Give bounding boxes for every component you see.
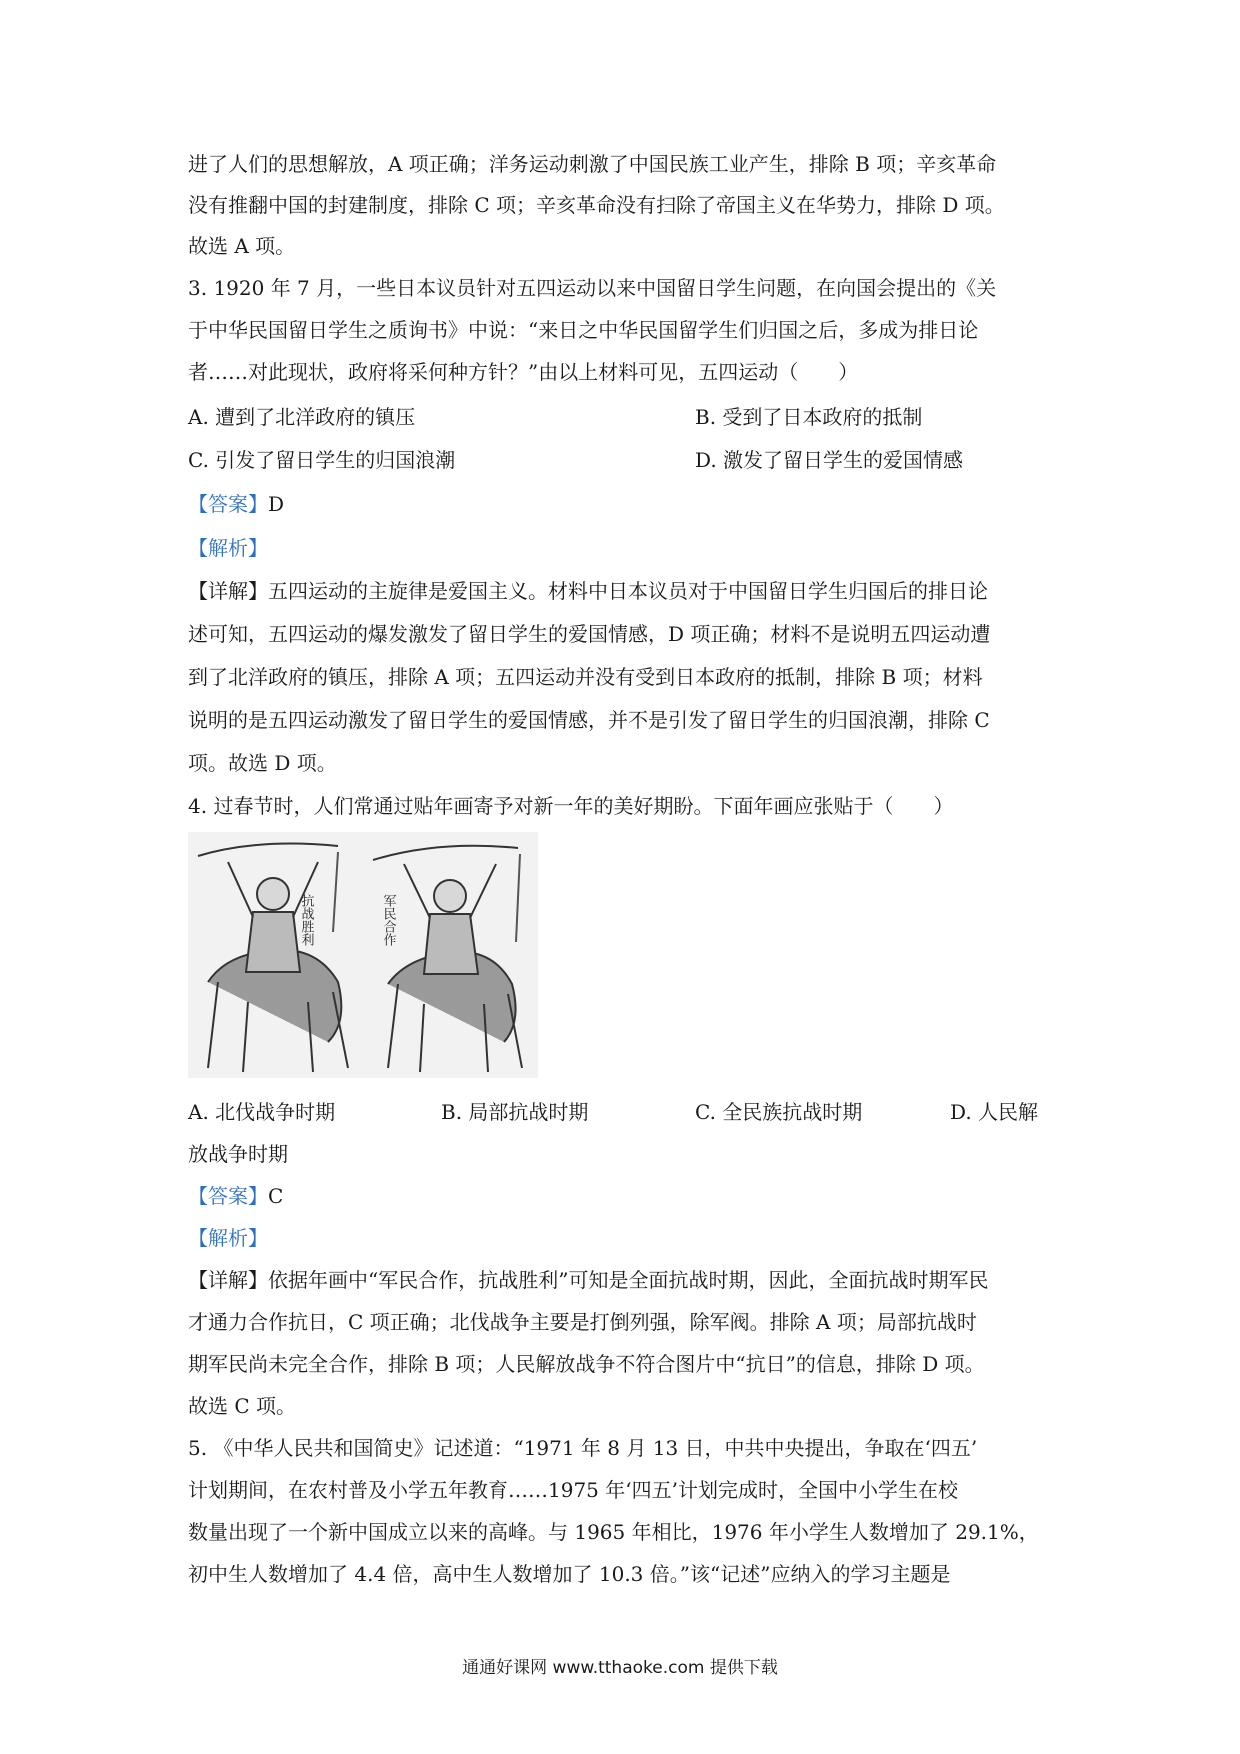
q3-stem-line-1: 3. 1920 年 7 月，一些日本议员针对五四运动以来中国留日学生问题，在向国会提出的《关 xyxy=(188,276,997,300)
q4-detail-line-2: 才通力合作抗日，C 项正确；北伐战争主要是打倒列强，除军阀。排除 A 项；局部抗战时 xyxy=(188,1310,977,1334)
answer-value: D xyxy=(268,492,285,516)
q5-stem-line-2: 计划期间，在农村普及小学五年教育……1975 年‘四五’计划完成时，全国中小学生在校 xyxy=(188,1478,958,1502)
new-year-painting-image xyxy=(188,832,538,1078)
q4-analysis-heading xyxy=(188,1218,1058,1259)
q4-detail-line-1 xyxy=(188,1260,1058,1301)
q4-option-c: C. 全民族抗战时期 xyxy=(695,1100,863,1124)
q3-option-d: D. 激发了留日学生的爱国情感 xyxy=(695,448,964,472)
analysis-tag: 【解析】 xyxy=(188,1226,268,1250)
q4-answer xyxy=(188,1176,1058,1217)
detail-tag: 【详解】 xyxy=(188,579,268,603)
answer-tag: 【答案】 xyxy=(188,492,268,516)
q3-option-c: C. 引发了留日学生的归国浪潮 xyxy=(188,448,456,472)
q4-option-d: D. 人民解 xyxy=(950,1100,1039,1124)
intro-line-2: 没有推翻中国的封建制度，排除 C 项；辛亥革命没有扫除了帝国主义在华势力，排除 D 项。 xyxy=(188,193,1005,217)
painting-svg xyxy=(188,832,538,1078)
q5-stem-line-3: 数量出现了一个新中国成立以来的高峰。与 1965 年相比，1976 年小学生人数增加了 29.1%， xyxy=(188,1520,1039,1544)
q3-option-a: A. 遭到了北洋政府的镇压 xyxy=(188,405,416,429)
left-rider-head xyxy=(257,878,289,910)
q3-stem-line-3: 者……对此现状，政府将采何种方针？”由以上材料可见，五四运动（ ） xyxy=(188,360,859,384)
q3-answer xyxy=(188,484,1058,525)
painting-text-right: 军民合作 xyxy=(380,894,396,946)
q5-stem-line-4: 初中生人数增加了 4.4 倍，高中生人数增加了 10.3 倍。”该“记述”应纳入的学习主题是 xyxy=(188,1562,951,1586)
q3-option-b: B. 受到了日本政府的抵制 xyxy=(695,405,923,429)
q4-stem-line-1: 4. 过春节时，人们常通过贴年画寄予对新一年的美好期盼。下面年画应张贴于（ ） xyxy=(188,794,954,818)
q4-option-d-continued: 放战争时期 xyxy=(188,1142,288,1166)
intro-line-3: 故选 A 项。 xyxy=(188,234,296,258)
q3-detail-line-4: 说明的是五四运动激发了留日学生的爱国情感，并不是引发了留日学生的归国浪潮，排除 C xyxy=(188,708,990,732)
answer-tag: 【答案】 xyxy=(188,1184,268,1208)
left-rider-body xyxy=(246,912,300,972)
q3-detail-line-5: 项。故选 D 项。 xyxy=(188,751,337,775)
painting-text-left: 抗战胜利 xyxy=(298,894,314,946)
page-footer: 通通好课网 www.tthaoke.com 提供下载 xyxy=(462,1658,778,1678)
detail-text: 依据年画中“军民合作，抗战胜利”可知是全面抗战时期，因此，全面抗战时期军民 xyxy=(268,1268,989,1292)
q5-stem-line-1: 5. 《中华人民共和国简史》记述道：“1971 年 8 月 13 日，中共中央提出，争取在‘四五’ xyxy=(188,1436,978,1460)
q3-detail-line-1 xyxy=(188,571,1058,612)
right-rider-head xyxy=(434,880,466,912)
analysis-tag: 【解析】 xyxy=(188,536,268,560)
detail-tag: 【详解】 xyxy=(188,1268,268,1292)
q4-detail-line-3: 期军民尚未完全合作，排除 B 项；人民解放战争不符合图片中“抗日”的信息，排除 D 项。 xyxy=(188,1352,985,1376)
answer-value: C xyxy=(268,1184,284,1208)
q4-option-b: B. 局部抗战时期 xyxy=(441,1100,589,1124)
detail-text: 五四运动的主旋律是爱国主义。材料中日本议员对于中国留日学生归国后的排日论 xyxy=(268,579,988,603)
q3-stem-line-2: 于中华民国留日学生之质询书》中说：“来日之中华民国留学生们归国之后，多成为排日论 xyxy=(188,318,979,342)
q3-detail-line-2: 述可知，五四运动的爆发激发了留日学生的爱国情感，D 项正确；材料不是说明五四运动遭 xyxy=(188,622,991,646)
q3-detail-line-3: 到了北洋政府的镇压，排除 A 项；五四运动并没有受到日本政府的抵制，排除 B 项；材料 xyxy=(188,665,983,689)
q4-detail-line-4: 故选 C 项。 xyxy=(188,1394,297,1418)
intro-line-1: 进了人们的思想解放，A 项正确；洋务运动刺激了中国民族工业产生，排除 B 项；辛亥革命 xyxy=(188,152,997,176)
q4-option-a: A. 北伐战争时期 xyxy=(188,1100,336,1124)
q3-analysis-heading xyxy=(188,528,1058,569)
right-rider-body xyxy=(424,914,478,974)
